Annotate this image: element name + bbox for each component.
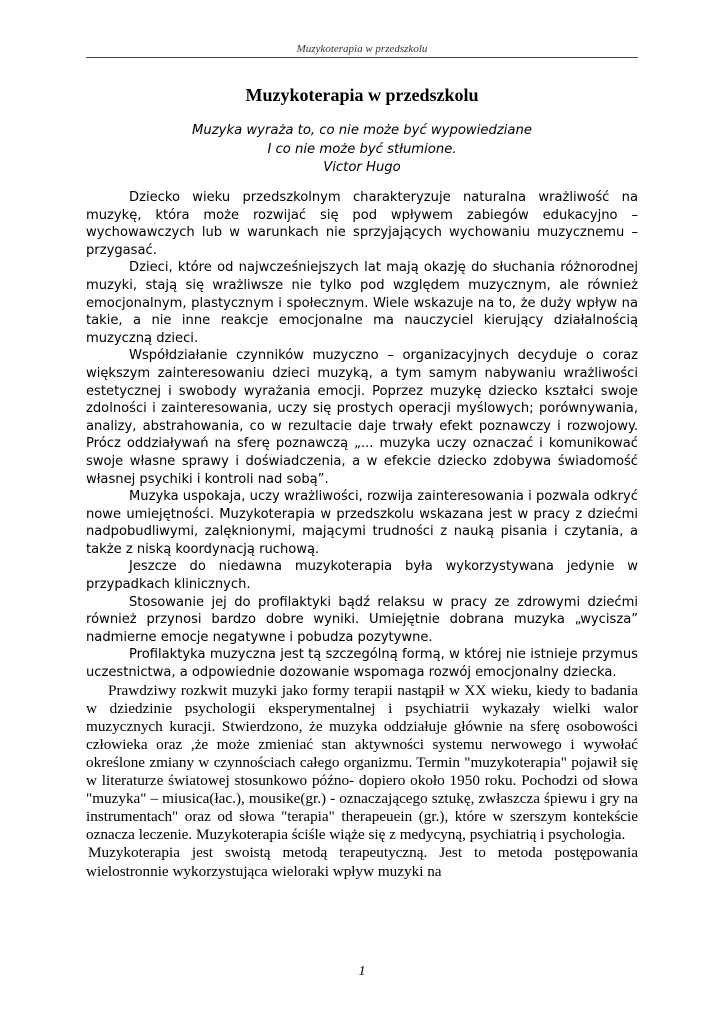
body-text — [86, 189, 638, 881]
page-number: 1 — [358, 964, 366, 979]
document-title: Muzykoterapia w przedszkolu — [245, 85, 479, 105]
paragraph: Profilaktyka muzyczna jest tą szczególną formą, w której nie istnieje przymus uczestnictwa, a odpowiednie dozowanie wspomaga rozwój emocjonalny dziecka. — [86, 647, 638, 681]
paragraph: Jeszcze do niedawna muzykoterapia była wykorzystywana jedynie w przypadkach klinicznych. — [86, 559, 638, 593]
running-header: Muzykoterapia w przedszkolu — [296, 43, 428, 55]
paragraph: Stosowanie jej do profilaktyki bądź relaksu w pracy ze zdrowymi dziećmi również przynosi bardzo dobre wyniki. Umiejętnie dobrana muzyka „wycisza” nadmierne emocje negatywne i pobudza pozytywne. — [86, 594, 638, 645]
epigraph-line-1: Muzyka wyraża to, co nie może być wypowiedziane — [192, 123, 532, 138]
paragraph: Dzieci, które od najwcześniejszych lat mają okazję do słuchania różnorodnej muzyki, stają się wrażliwsze nie tylko pod względem muzycznym, ale również emocjonalnym, plastycznym i społecznym. Wiele wskazuje na to, że duży wpływ na takie, a nie inne reakcje emocjonalne ma nauczyciel kierujący działalnością muzyczną dzieci. — [86, 260, 638, 346]
paragraph: Dziecko wieku przedszkolnym charakteryzuje naturalna wrażliwość na muzykę, która może rozwijać się pod wpływem zabiegów edukacyjno – wychowawczych lub w warunkach nie sprzyjających wychowaniu muzycznemu – przygasać. — [86, 190, 638, 258]
paragraph: Prawdziwy rozkwit muzyki jako formy terapii nastąpił w XX wieku, kiedy to badania w dziedzinie psychologii eksperymentalnej i psychiatrii wykazały wielki walor muzycznych kuracji. Stwierdzono, że muzyka oddziałuje głównie na sferę osobowości człowieka oraz ,że może zmieniać stan aktywności systemu nerwowego i wywołać określone zmiany w czynnościach całego organizmu. Termin "muzykoterapia" pojawił się w literaturze światowej stosunkowo późno- dopiero około 1950 roku. Pochodzi od słowa "muzyka" – miusica(łac.), mousike(gr.) - oznaczającego sztukę, zwłaszcza śpiewu i gry na instrumentach" oraz od słowa "terapia" therapeuein (gr.), które w szerszym kontekście oznacza leczenie. Muzykoterapia ściśle wiąże się z medycyną, psychiatrią i psychologia. — [86, 681, 638, 844]
epigraph — [86, 122, 638, 178]
paragraph: Współdziałanie czynników muzyczno – organizacyjnych decyduje o coraz większym zainteresowaniu dzieci muzyką, a tym samym nabywaniu wrażliwości estetycznej i swobody wyrażania emocji. Poprzez muzykę dziecko kształci swoje zdolności i zainteresowania, uczy się prostych operacji myślowych; porównywania, analizy, abstrahowania, co w rezultacie daje trwały efekt poznawczy i rozwojowy. Prócz oddziaływań na sferę poznawczą „... muzyka uczy oznaczać i komunikować swoje własne sprawy i doświadczenia, a w efekcie dziecko zdobywa świadomość własnej psychiki i kontroli nad sobą”. — [86, 348, 638, 487]
epigraph-line-2: I co nie może być stłumione. — [267, 141, 457, 157]
paragraph: Muzyka uspokaja, uczy wrażliwości, rozwija zainteresowania i pozwala odkryć nowe umiejętności. Muzykoterapia w przedszkolu wskazana jest w pracy z dziećmi nadpobudliwymi, zalęknionymi, mającymi trudności z nauką pisania i czytania, a także z niską koordynacją ruchową. — [86, 489, 638, 557]
header-divider — [86, 57, 638, 58]
paragraph: Muzykoterapia jest swoistą metodą terapeutyczną. Jest to metoda postępowania wielostronnie wykorzystująca wieloraki wpływ muzyki na — [86, 844, 638, 880]
epigraph-author: Victor Hugo — [323, 160, 401, 176]
